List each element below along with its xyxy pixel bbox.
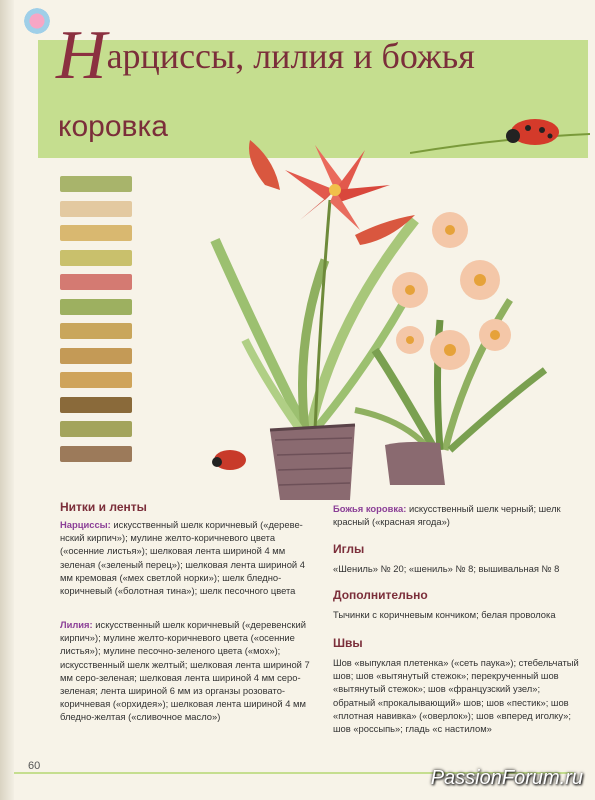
stitches-text: Шов «выпуклая плетенка» («сеть паука»); стебельчатый шов; шов «вытянутый стежок»; перекрученный шов «вытянутый стежок»; шов «французский узел»; обратный «прокалывающий» шов; шов «пестик»; шов «плотная навивка» («оверлок»); шов «вперед иголку»; шов «россыпь»; гладь «с настилом» [333,657,579,735]
thread-swatch [60,372,132,388]
lily-text: искусственный шелк коричневый («деревенский кирпич»); мулине желто-коричневого цвета («осенние листья»); мулине песочно-зеленого цвета («мох»); искусственный шелк желтый; шелковая лента шириной 7 мм серо-зеленая; шелковая лента шириной 4 мм серо-зеленая; лента шириной 6 мм из органзы розовато-коричневая («орхидея»); шелковая лента шириной 4 мм бледно-желтая («сливочное масло») [60,619,310,723]
ladybug-text: искусственный шелк черный; шелк красный («красная ягода») [333,503,561,528]
stitches-heading: Швы [333,636,363,650]
thread-swatch [60,299,132,315]
thread-swatch [60,323,132,339]
needles-heading: Иглы [333,542,365,556]
narcissus-text: искусственный шелк коричневый («дереве-нский кирпич»); мулине желто-коричневого цвета («осенние листья»); шелковая лента шириной 4 мм зеленая («зеленый перец»); шелковая лента шириной 4 мм кремовая («мех светлой норки»); шелк бледно-коричневый («болотная тина»); шелк песочного цвета [60,519,305,597]
thread-swatch [60,421,132,437]
thread-swatch [60,250,132,266]
threads-heading: Нитки и ленты [60,500,147,514]
page-title-line2: коровка [58,110,168,143]
page-title: Нарциссы, лилия и божья [56,17,475,94]
extra-text: Тычинки с коричневым кончиком; белая проволока [333,609,556,620]
flower-ornament-icon [22,6,52,36]
thread-swatch [60,397,132,413]
narcissus-label: Нарциссы: [60,519,111,530]
book-spine [0,0,14,800]
thread-swatch [60,446,132,462]
lily-label: Лилия: [60,619,93,630]
lily-materials [60,618,310,724]
thread-swatch [60,176,132,192]
thread-swatches [60,176,132,470]
needles-text: «Шениль» № 20; «шениль» № 8; вышивальная № 8 [333,563,560,574]
thread-swatch [60,201,132,217]
thread-swatch [60,274,132,290]
ladybug-label: Божья коровка: [333,503,407,514]
thread-swatch [60,348,132,364]
embroidery-photo [205,140,585,510]
page-number: 60 [28,760,41,772]
ladybug-materials [333,502,581,528]
watermark: PassionForum.ru [430,767,583,789]
extra-heading: Дополнительно [333,588,428,602]
thread-swatch [60,225,132,241]
narcissus-materials [60,518,310,597]
